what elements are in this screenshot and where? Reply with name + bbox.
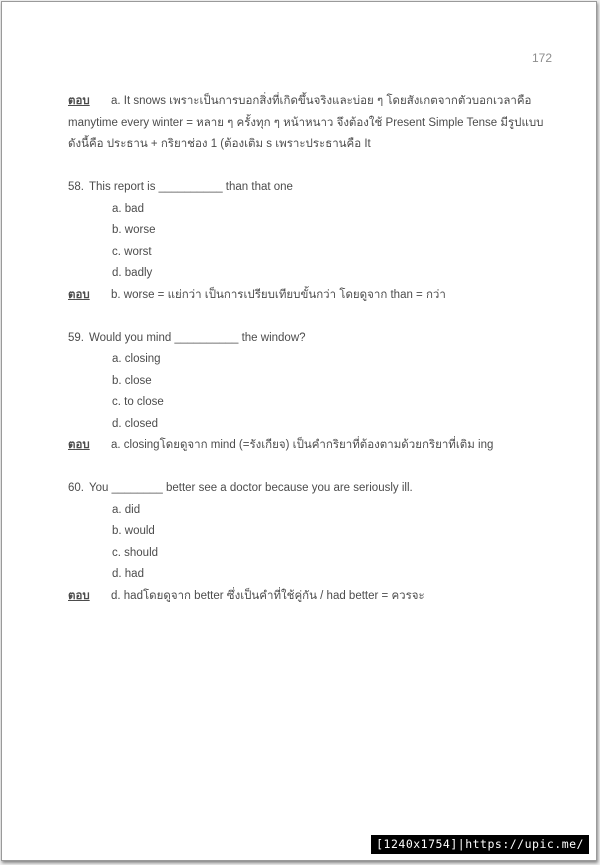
choice-d: d. closed <box>112 417 159 430</box>
question-number: 59. <box>68 331 84 344</box>
answer-label: ตอบ <box>68 95 90 107</box>
watermark-badge: [1240x1754]|https://upic.me/ <box>371 835 589 854</box>
choice-b: b. close <box>112 374 152 387</box>
choice-d: d. had <box>112 568 144 580</box>
question-text-line <box>68 478 558 500</box>
answer-label: ตอบ <box>68 439 90 451</box>
question-number: 60. <box>68 482 84 494</box>
choice-a: a. bad <box>112 202 144 215</box>
question-text: You ________ better see a doctor because you are seriously ill. <box>89 482 413 494</box>
page-content <box>68 91 558 607</box>
intro-answer-text: a. It snows เพราะเป็นการบอกสิ่งที่เกิดขึ้นจริงและบ่อย ๆ โดยสังเกตจากตัวบอกเวลาคือ manytime every winter = หลาย ๆ ครั้งทุก ๆ หน้าหนาว จึงต้องใช้ Present Simple Tense มีรูปแบบดังนี้คือ ประธาน + กริยาช่อง 1 (ต้องเติม s เพราะประธานคือ It <box>68 95 544 150</box>
answer-line <box>68 285 558 307</box>
choice-c: c. should <box>112 546 159 559</box>
question-text: This report is __________ than that one <box>89 181 293 193</box>
answer-label: ตอบ <box>68 288 90 301</box>
question-58 <box>68 177 558 306</box>
answer-text: a. closingโดยดูจาก mind (=รังเกียจ) เป็นคำกริยาที่ต้องตามด้วยกริยาที่เติม ing <box>111 439 494 451</box>
question-59 <box>68 328 558 457</box>
choice-b: b. worse <box>112 224 156 236</box>
question-text-line <box>68 177 558 199</box>
question-60 <box>68 478 558 607</box>
answer-label: ตอบ <box>68 589 90 602</box>
answer-line <box>68 435 558 457</box>
question-text-line <box>68 328 558 350</box>
choice-c: c. worst <box>112 245 152 258</box>
question-number: 58. <box>68 181 84 193</box>
answer-line <box>68 586 558 608</box>
choice-a: a. did <box>112 503 141 516</box>
page-number: 172 <box>531 51 552 65</box>
choice-c: c. to close <box>112 396 164 408</box>
choice-d: d. badly <box>112 267 153 279</box>
intro-answer-paragraph <box>68 91 558 156</box>
answer-text: b. worse = แย่กว่า เป็นการเปรียบเทียบขั้นกว่า โดยดูจาก than = กว่า <box>111 288 446 301</box>
choice-b: b. would <box>112 525 155 537</box>
question-text: Would you mind __________ the window? <box>89 331 306 344</box>
choice-a: a. closing <box>112 353 161 365</box>
answer-text: d. hadโดยดูจาก better ซึ่งเป็นคำที่ใช้คู่กัน / had better = ควรจะ <box>111 589 425 602</box>
document-page <box>1 1 597 861</box>
